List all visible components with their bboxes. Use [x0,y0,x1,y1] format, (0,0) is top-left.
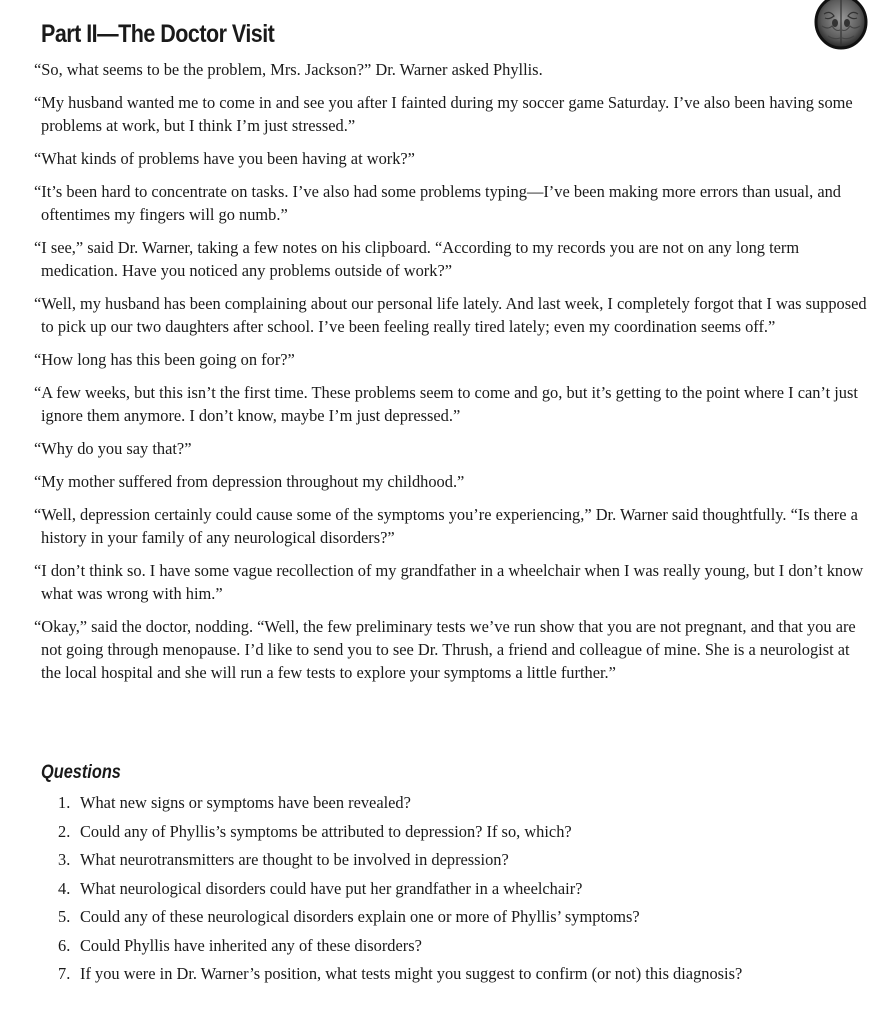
questions-heading: Questions [41,762,121,783]
question-item [58,934,858,957]
dialogue-paragraph: “It’s been hard to concentrate on tasks. I’ve also had some problems typing—I’ve been making more errors than usual, and oftentimes my fingers will go numb.” [34,182,841,224]
dialogue-paragraph: “So, what seems to be the problem, Mrs. Jackson?” Dr. Warner asked Phyllis. [34,60,543,79]
question-item [58,791,858,814]
question-text: What neurological disorders could have put her grandfather in a wheelchair? [80,878,583,898]
question-text: Could any of Phyllis’s symptoms be attributed to depression? If so, which? [80,821,572,841]
dialogue-paragraph: “What kinds of problems have you been having at work?” [34,149,415,168]
dialogue-paragraph: “I don’t think so. I have some vague recollection of my grandfather in a wheelchair when I was really young, but I don’t know what was wrong with him.” [34,561,864,603]
dialogue-paragraph: “My husband wanted me to come in and see you after I fainted during my soccer game Saturday. I’ve also been having some problems at work, but I think I’m just stressed.” [34,93,853,135]
question-item [58,848,858,871]
question-item [58,820,858,843]
dialogue-paragraph: “A few weeks, but this isn’t the first time. These problems seem to come and go, but it’s getting to the point where I can’t just ignore them anymore. I don’t know, maybe I’m just depressed.” [34,383,858,425]
question-text: If you were in Dr. Warner’s position, what tests might you suggest to confirm (or not) this diagnosis? [80,964,743,983]
dialogue-paragraph: “How long has this been going on for?” [34,350,295,369]
question-text: Could Phyllis have inherited any of these disorders? [80,935,422,955]
questions-list [58,791,858,991]
question-item [58,905,858,928]
dialogue-paragraph: “Well, my husband has been complaining about our personal life lately. And last week, I completely forgot that I was supposed to pick up our two daughters after school. I’ve been feeling really tired lately; even my coordination seems off.” [34,294,867,336]
dialogue-paragraph: “My mother suffered from depression throughout my childhood.” [34,472,465,491]
question-number: 6. [58,935,71,955]
question-number: 3. [58,850,71,869]
question-text: What neurotransmitters are thought to be involved in depression? [80,850,509,869]
question-text: Could any of these neurological disorders explain one or more of Phyllis’ symptoms? [80,907,640,926]
page-title: Part II—The Doctor Visit [41,20,275,48]
dialogue-paragraph: “Okay,” said the doctor, nodding. “Well, the few preliminary tests we’ve run show that you are not pregnant, and that you are not going through menopause. I’d like to send you to see Dr. Thrush, a friend and colleague of mine. She is a neurologist at the local hospital and she will run a few tests to explore your symptoms a little further.” [34,617,856,682]
dialogue-paragraph: “Well, depression certainly could cause some of the symptoms you’re experiencing,” Dr. Warner said thoughtfully. “Is there a history in your family of any neurological disorders?” [34,505,858,547]
question-item [58,962,858,985]
question-number: 2. [58,821,71,841]
question-number: 5. [58,907,71,926]
brain-scan-icon [812,0,870,52]
dialogue-text [30,58,870,694]
question-number: 4. [58,878,71,898]
question-number: 1. [58,793,71,812]
question-item [58,877,858,900]
question-number: 7. [58,964,71,983]
question-text: What new signs or symptoms have been revealed? [80,793,411,812]
dialogue-paragraph: “I see,” said Dr. Warner, taking a few notes on his clipboard. “According to my records you are not on any long term medication. Have you noticed any problems outside of work?” [34,238,800,280]
dialogue-paragraph: “Why do you say that?” [34,439,192,458]
